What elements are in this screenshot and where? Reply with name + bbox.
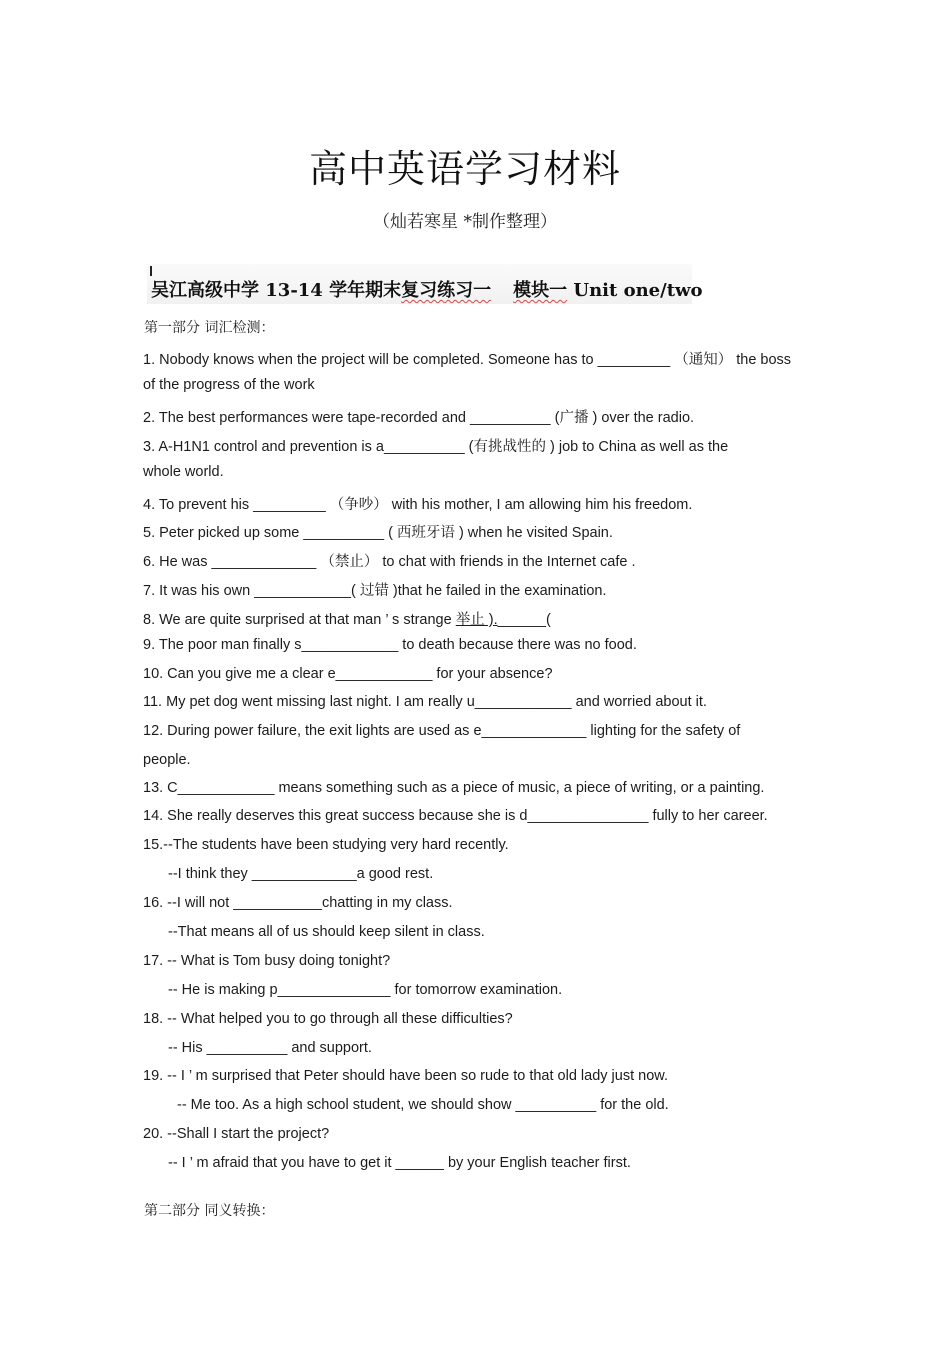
question-3-line-2: whole world. (143, 464, 224, 480)
question-16-line-1: 16. --I will not ___________chatting in my class. (143, 895, 453, 911)
question-12-line-1: 12. During power failure, the exit lights are used as e_____________ lighting for the safety of (143, 723, 741, 739)
question-8-blank: ______( (497, 612, 551, 628)
question-7: 7. It was his own ____________( 过错 )that he failed in the examination. (143, 583, 607, 599)
question-13: 13. C____________ means something such as a piece of music, a piece of writing, or a painting. (143, 780, 765, 796)
banner-module: 模块一 (513, 280, 568, 301)
question-15-line-2: --I think they _____________a good rest. (168, 866, 434, 882)
question-8-text: 8. We are quite surprised at that man ’ s strange (143, 612, 456, 628)
banner-mark (150, 266, 152, 276)
question-9: 9. The poor man finally s____________ to death because there was no food. (143, 637, 637, 653)
banner-review: 复习练习一 (401, 280, 492, 301)
question-8 (143, 608, 551, 629)
question-19-line-2: -- Me too. As a high school student, we should show __________ for the old. (177, 1097, 669, 1113)
question-4: 4. To prevent his _________ （争吵） with his mother, I am allowing him his freedom. (143, 497, 693, 513)
worksheet-banner (147, 264, 703, 304)
question-19-line-1: 19. -- I ’ m surprised that Peter should have been so rude to that old lady just now. (143, 1068, 668, 1084)
banner-school: 吴江高级中学 13-14 学年期末 (151, 280, 402, 301)
question-10: 10. Can you give me a clear e____________ for your absence? (143, 666, 553, 682)
page-title: 高中英语学习材料 (308, 147, 621, 191)
question-3-line-1: 3. A-H1N1 control and prevention is a__________ (有挑战性的 ) job to China as well as the (143, 439, 729, 455)
question-17-line-2: -- He is making p______________ for tomorrow examination. (168, 982, 563, 998)
question-18-line-1: 18. -- What helped you to go through all these difficulties? (143, 1011, 513, 1027)
question-2: 2. The best performances were tape-recorded and __________ (广播 ) over the radio. (143, 410, 695, 426)
question-1-line-1: 1. Nobody knows when the project will be completed. Someone has to _________ （通知） the boss (143, 352, 792, 368)
banner-unit: Unit one/two (567, 280, 703, 301)
question-1-line-2: of the progress of the work (143, 377, 315, 393)
question-5: 5. Peter picked up some __________ ( 西班牙语 ) when he visited Spain. (143, 525, 613, 541)
question-14: 14. She really deserves this great success because she is d_______________ fully to her career. (143, 808, 768, 824)
question-15-line-1: 15.--The students have been studying very hard recently. (143, 837, 509, 853)
question-16-line-2: --That means all of us should keep silent in class. (168, 924, 485, 940)
question-20-line-2: -- I ’ m afraid that you have to get it ______ by your English teacher first. (168, 1155, 631, 1171)
question-8-underlined: 举止 ). (455, 612, 498, 628)
banner-heading (151, 276, 703, 302)
question-17-line-1: 17. -- What is Tom busy doing tonight? (143, 953, 391, 969)
section-heading-part2: 第二部分 同义转换： (144, 1203, 275, 1219)
question-20-line-1: 20. --Shall I start the project? (143, 1126, 330, 1142)
question-6: 6. He was _____________ （禁止） to chat with friends in the Internet cafe . (143, 554, 636, 570)
question-12-line-2: people. (143, 752, 191, 768)
section-heading-part1: 第一部分 词汇检测： (144, 320, 275, 336)
question-11: 11. My pet dog went missing last night. I am really u____________ and worried about it. (143, 694, 707, 710)
question-18-line-2: -- His __________ and support. (168, 1040, 372, 1056)
page-subtitle: （灿若寒星 *制作整理） (373, 212, 557, 232)
